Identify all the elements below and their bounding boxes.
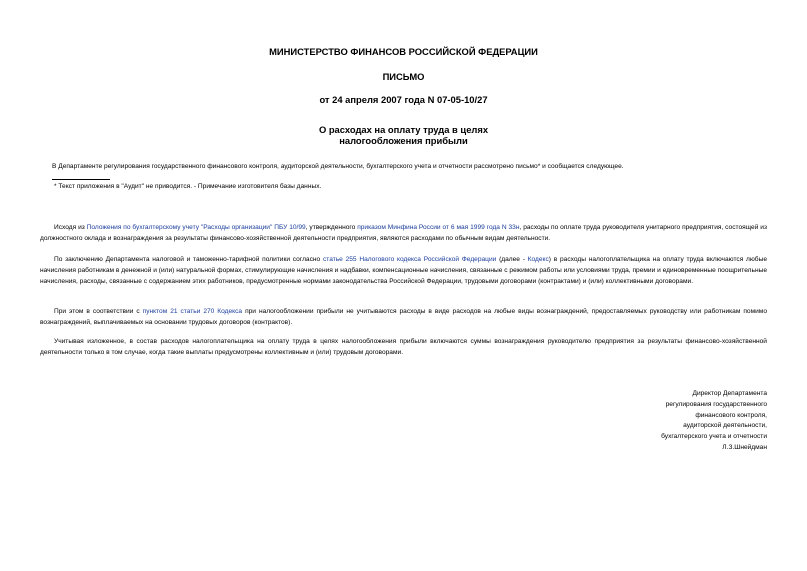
ministry-heading: МИНИСТЕРСТВО ФИНАНСОВ РОССИЙСКОЙ ФЕДЕРАЦИИ <box>269 46 538 57</box>
link-kodeks[interactable]: Кодекс <box>527 256 549 263</box>
footnote-text: * Текст приложения в "Аудит" не приводится. - Примечание изготовителя базы данных. <box>54 183 322 190</box>
link-order-33n[interactable]: приказом Минфина России от 6 мая 1999 года N 33н <box>357 224 520 231</box>
paragraph-2-text-a: По заключению Департамента налоговой и таможенно-тарифной политики согласно <box>54 256 323 263</box>
paragraph-3 <box>40 307 767 329</box>
signature-line-1: Директор Департамента <box>692 390 767 397</box>
paragraph-1 <box>40 223 767 245</box>
paragraph-4-text: Учитывая изложенное, в состав расходов налогоплательщика на оплату труда в целях налогообложения прибыли включаются суммы вознаграждения руководителю предприятия за результаты финансово-хозяйственной деятельности только в том случае, когда такие выплаты предусмотрены коллективным и (или) трудовым договорами. <box>40 338 767 356</box>
paragraph-2-text-c: ) в расходы налогоплательщика на оплату труда включаются любые начисления работникам в денежной и (или) натуральной формах, стимулирующие начисления и надбавки, компенсационные начисления, связанные с режимом работы или условиями труда, премии и единовременные поощрительные начисления, расходы, связанные с содержанием этих работников, предусмотренные нормами законодательства Российской Федерации, трудовыми договорами (контрактами) и (или) коллективными договорами. <box>40 256 767 285</box>
paragraph-1-text-b: , утвержденного <box>305 224 358 231</box>
title-line-2: налогообложения прибыли <box>339 135 468 146</box>
signature-line-2: регулирования государственного <box>665 400 767 408</box>
document-type: ПИСЬМО <box>382 71 425 82</box>
title-line-1: О расходах на оплату труда в целях <box>318 124 489 135</box>
signature-line-4: аудиторской деятельности, <box>683 422 767 430</box>
paragraph-3-text-a: При этом в соответствии с <box>54 308 143 315</box>
signature-name: Л.З.Шнейдман <box>722 443 767 451</box>
footnote-divider <box>52 179 110 180</box>
link-article-255[interactable]: статье 255 Налогового кодекса Российской Федерации <box>322 256 497 263</box>
paragraph-3-text-b: при налогообложении прибыли не учитываются расходы в виде расходов на любые виды вознаграждений, предоставляемых руководству или работникам помимо вознаграждений, выплачиваемых на основании трудовых договоров (контрактов). <box>40 308 767 326</box>
paragraph-1-text-c: , расходы по оплате труда руководителя унитарного предприятия, состоящей из должностного оклада и вознаграждения за результаты финансово-хозяйственной деятельности предприятия, являются расходами по обычным видам деятельности. <box>40 224 767 242</box>
intro-paragraph: В Департаменте регулирования государственного финансового контроля, аудиторской деятельности, бухгалтерского учета и отчетности рассмотрено письмо* и сообщается следующее. <box>52 163 624 170</box>
link-article-270[interactable]: пунктом 21 статьи 270 Кодекса <box>142 308 243 315</box>
signature-line-3: финансового контроля, <box>695 411 767 419</box>
paragraph-4 <box>40 337 767 359</box>
link-pbu-10-99[interactable]: Положения по бухгалтерскому учету "Расходы организации" ПБУ 10/99 <box>86 224 306 231</box>
signature-line-5: бухгалтерского учета и отчетности <box>661 433 767 441</box>
paragraph-2-text-b: (далее - <box>496 256 528 263</box>
signature-block <box>567 389 767 454</box>
paragraph-1-text-a: Исходя из <box>54 224 87 231</box>
document-title <box>0 124 807 146</box>
document-date-number: от 24 апреля 2007 года N 07-05-10/27 <box>319 94 488 105</box>
paragraph-2 <box>40 255 767 287</box>
